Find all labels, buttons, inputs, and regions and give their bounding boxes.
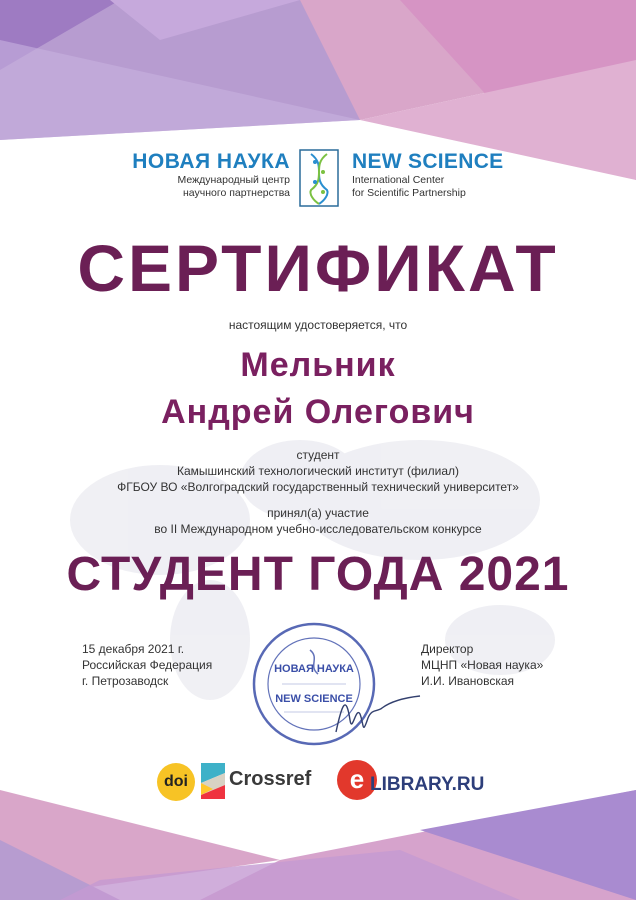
contest-description: во II Международном учебно-исследовательском конкурсе xyxy=(154,522,482,536)
participation-text: принял(а) участие xyxy=(267,506,369,520)
brand-logo-ru xyxy=(100,150,290,200)
issue-country: Российская Федерация xyxy=(82,658,213,672)
recipient-role: студент xyxy=(296,448,340,462)
event-title: СТУДЕНТ ГОДА 2021 xyxy=(66,548,570,601)
recipient-surname: Мельник xyxy=(240,346,396,384)
institution-line-1: Камышинский технологический институт (филиал) xyxy=(176,464,460,478)
issue-details xyxy=(82,641,212,689)
brand-subtitle-ru-2: научного партнерства xyxy=(182,187,290,199)
signatory-details xyxy=(421,641,543,689)
elibrary-suffix: .RU xyxy=(451,774,485,795)
elibrary-logo-text xyxy=(370,774,484,796)
brand-name-en: NEW SCIENCE xyxy=(352,150,504,173)
brand-subtitle-ru-1: Международный центр xyxy=(177,174,290,186)
certificate-title: СЕРТИФИКАТ xyxy=(77,231,559,305)
director-signature xyxy=(332,684,422,744)
brand-logo-en xyxy=(352,150,552,200)
stamp-brand-ru: НОВАЯ НАУКА xyxy=(274,663,354,675)
crossref-logo-icon xyxy=(201,761,227,801)
signatory-name: И.И. Ивановская xyxy=(421,674,515,688)
brand-subtitle-en-2: for Scientific Partnership xyxy=(352,187,466,199)
partner-logos xyxy=(0,755,636,805)
issue-date: 15 декабря 2021 г. xyxy=(82,642,185,656)
dna-logo-icon xyxy=(299,148,339,208)
crossref-logo-text: Crossref xyxy=(229,768,312,790)
brand-name-ru: НОВАЯ НАУКА xyxy=(132,150,290,173)
recipient-given-names: Андрей Олегович xyxy=(161,393,475,431)
issue-city: г. Петрозаводск xyxy=(82,674,169,688)
elibrary-name: LIBRARY xyxy=(370,774,452,795)
institution-line-2: ФГБОУ ВО «Волгоградский государственный технический университет» xyxy=(117,480,519,494)
doi-logo-icon: doi xyxy=(157,763,195,801)
brand-subtitle-en-1: International Center xyxy=(352,174,445,186)
svg-text:e: e xyxy=(349,764,365,794)
signatory-position: Директор xyxy=(421,642,474,656)
stamp-brand-en: NEW SCIENCE xyxy=(275,693,353,705)
certificate-intro: настоящим удостоверяется, что xyxy=(228,318,408,332)
signatory-organization: МЦНП «Новая наука» xyxy=(421,658,544,672)
